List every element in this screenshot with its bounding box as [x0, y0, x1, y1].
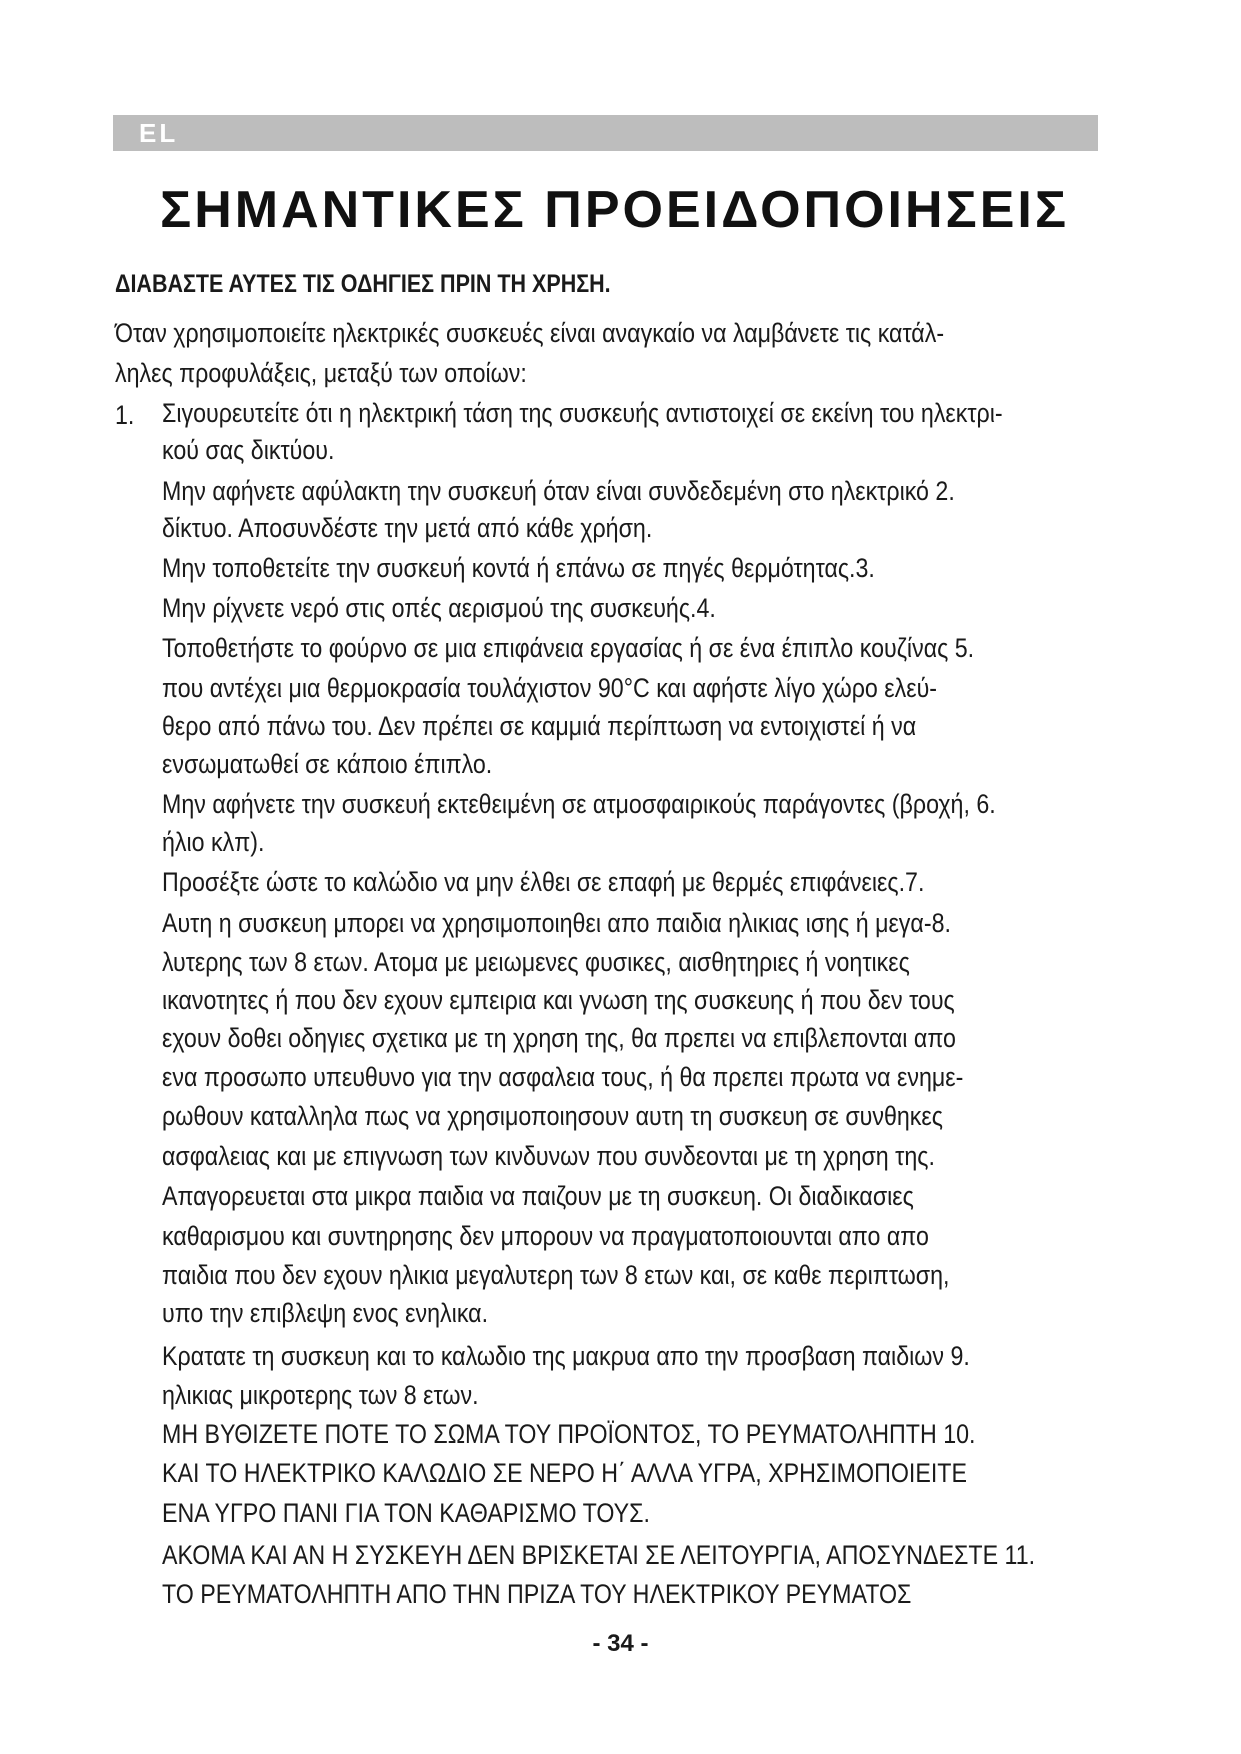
text-line: Σιγουρευτείτε ότι η ηλεκτρική τάση της συσκευής αντιστοιχεί σε εκείνη του ηλεκτρι-: [162, 398, 1003, 428]
text-line: ΜΗ ΒΥΘΙΖΕΤΕ ΠΟΤΕ ΤΟ ΣΩΜΑ ΤΟΥ ΠΡΟΪΟΝΤΟΣ, ΤΟ ΡΕΥΜΑΤΟΛΗΠΤΗ 10.: [162, 1419, 976, 1449]
text-line: κού σας δικτύου.: [162, 435, 335, 465]
intro-line: Όταν χρησιμοποιείτε ηλεκτρικές συσκευές είναι αναγκαίο να λαμβάνετε τις κατάλ-: [115, 318, 945, 348]
text-line: Απαγορευεται στα μικρα παιδια να παιζουν με τη συσκευη. Οι διαδικασιες: [162, 1181, 914, 1211]
text-line: ΕΝΑ ΥΓΡΟ ΠΑΝΙ ΓΙΑ ΤΟΝ ΚΑΘΑΡΙΣΜΟ ΤΟΥΣ.: [162, 1498, 650, 1528]
text-line: Προσέξτε ώστε το καλώδιο να μην έλθει σε επαφή με θερμές επιφάνειες.7.: [162, 867, 925, 897]
text-line: ΚΑΙ ΤΟ ΗΛΕΚΤΡΙΚΟ ΚΑΛΩΔΙΟ ΣΕ ΝΕΡΟ Η΄ ΑΛΛΑ ΥΓΡΑ, ΧΡΗΣΙΜΟΠΟΙΕΙΤΕ: [162, 1458, 967, 1488]
text-line: υπο την επιβλεψη ενος ενηλικα.: [162, 1298, 489, 1328]
text-line: λυτερης των 8 ετων. Ατομα με μειωμενες φυσικες, αισθητηριες ή νοητικες: [162, 947, 910, 977]
page-title: ΣΗΜΑΝΤΙΚΕΣ ΠΡΟΕΙΔΟΠΟΙΗΣΕΙΣ: [160, 181, 1070, 239]
text-line: δίκτυο. Αποσυνδέστε την μετά από κάθε χρήση.: [162, 513, 653, 543]
text-line: ΤΟ ΡΕΥΜΑΤΟΛΗΠΤΗ ΑΠΟ ΤΗΝ ΠΡΙΖΑ ΤΟΥ ΗΛΕΚΤΡΙΚΟΥ ΡΕΥΜΑΤΟΣ: [162, 1579, 912, 1609]
text-line: ρωθουν καταλληλα πως να χρησιμοποιησουν αυτη τη συσκευη σε συνθηκες: [162, 1101, 943, 1131]
text-line: Μην αφήνετε αφύλακτη την συσκευή όταν είναι συνδεδεμένη στο ηλεκτρικό 2.: [162, 476, 955, 506]
text-line: Μην ρίχνετε νερό στις οπές αερισμού της συσκευής.4.: [162, 593, 716, 623]
language-header-bar: [113, 115, 1098, 151]
text-line: ήλιο κλπ).: [162, 827, 265, 857]
text-line: Τοποθετήστε το φούρνο σε μια επιφάνεια εργασίας ή σε ένα έπιπλο κουζίνας 5.: [162, 633, 975, 663]
text-line: ενα προσωπο υπευθυνο για την ασφαλεια τους, ή θα πρεπει πρωτα να ενημε-: [162, 1062, 964, 1092]
text-line: ασφαλειας και με επιγνωση των κινδυνων που συνδεονται με τη χρηση της.: [162, 1141, 935, 1171]
text-line: καθαρισμου και συντηρησης δεν μπορουν να πραγματοποιουνται απο απο: [162, 1221, 929, 1251]
intro-paragraph: [115, 313, 945, 393]
text-line: παιδια που δεν εχουν ηλικια μεγαλυτερη των 8 ετων και, σε καθε περιπτωση,: [162, 1260, 950, 1290]
item-number: 1.: [115, 400, 135, 430]
text-line: Κρατατε τη συσκευη και το καλωδιο της μακρυα απο την προσβαση παιδιων 9.: [162, 1341, 970, 1371]
read-instructions-heading: ΔΙΑΒΑΣΤΕ ΑΥΤΕΣ ΤΙΣ ΟΔΗΓΙΕΣ ΠΡΙΝ ΤΗ ΧΡΗΣΗ.: [115, 270, 611, 298]
text-line: εχουν δοθει οδηγιες σχετικα με τη χρηση της, θα πρεπει να επιβλεπονται απο: [162, 1023, 956, 1053]
page-number: - 34 -: [592, 1630, 649, 1657]
text-line: που αντέχει μια θερμοκρασία τουλάχιστον 90°C και αφήστε λίγο χώρο ελεύ-: [162, 673, 938, 703]
text-line: Αυτη η συσκευη μπορει να χρησιμοποιηθει απο παιδια ηλικιας ισης ή μεγα-8.: [162, 908, 951, 938]
text-line: ΑΚΟΜΑ ΚΑΙ ΑΝ Η ΣΥΣΚΕΥΗ ΔΕΝ ΒΡΙΣΚΕΤΑΙ ΣΕ ΛΕΙΤΟΥΡΓΙΑ, ΑΠΟΣΥΝΔΕΣΤΕ 11.: [162, 1540, 1036, 1570]
language-code: EL: [139, 118, 179, 148]
text-line: Μην αφήνετε την συσκευή εκτεθειμένη σε ατμοσφαιρικούς παράγοντες (βροχή, 6.: [162, 789, 996, 819]
intro-line: ληλες προφυλάξεις, μεταξύ των οποίων:: [115, 358, 527, 388]
text-line: ενσωματωθεί σε κάποιο έπιπλο.: [162, 749, 493, 779]
text-line: ηλικιας μικροτερης των 8 ετων.: [162, 1380, 479, 1410]
text-line: ικανοτητες ή που δεν εχουν εμπειρια και γνωση της συσκευης ή που δεν τους: [162, 985, 955, 1015]
text-line: θερο από πάνω του. Δεν πρέπει σε καμμιά περίπτωση να εντοιχιστεί ή να: [162, 711, 917, 741]
text-line: Μην τοποθετείτε την συσκευή κοντά ή επάνω σε πηγές θερμότητας.3.: [162, 553, 875, 583]
